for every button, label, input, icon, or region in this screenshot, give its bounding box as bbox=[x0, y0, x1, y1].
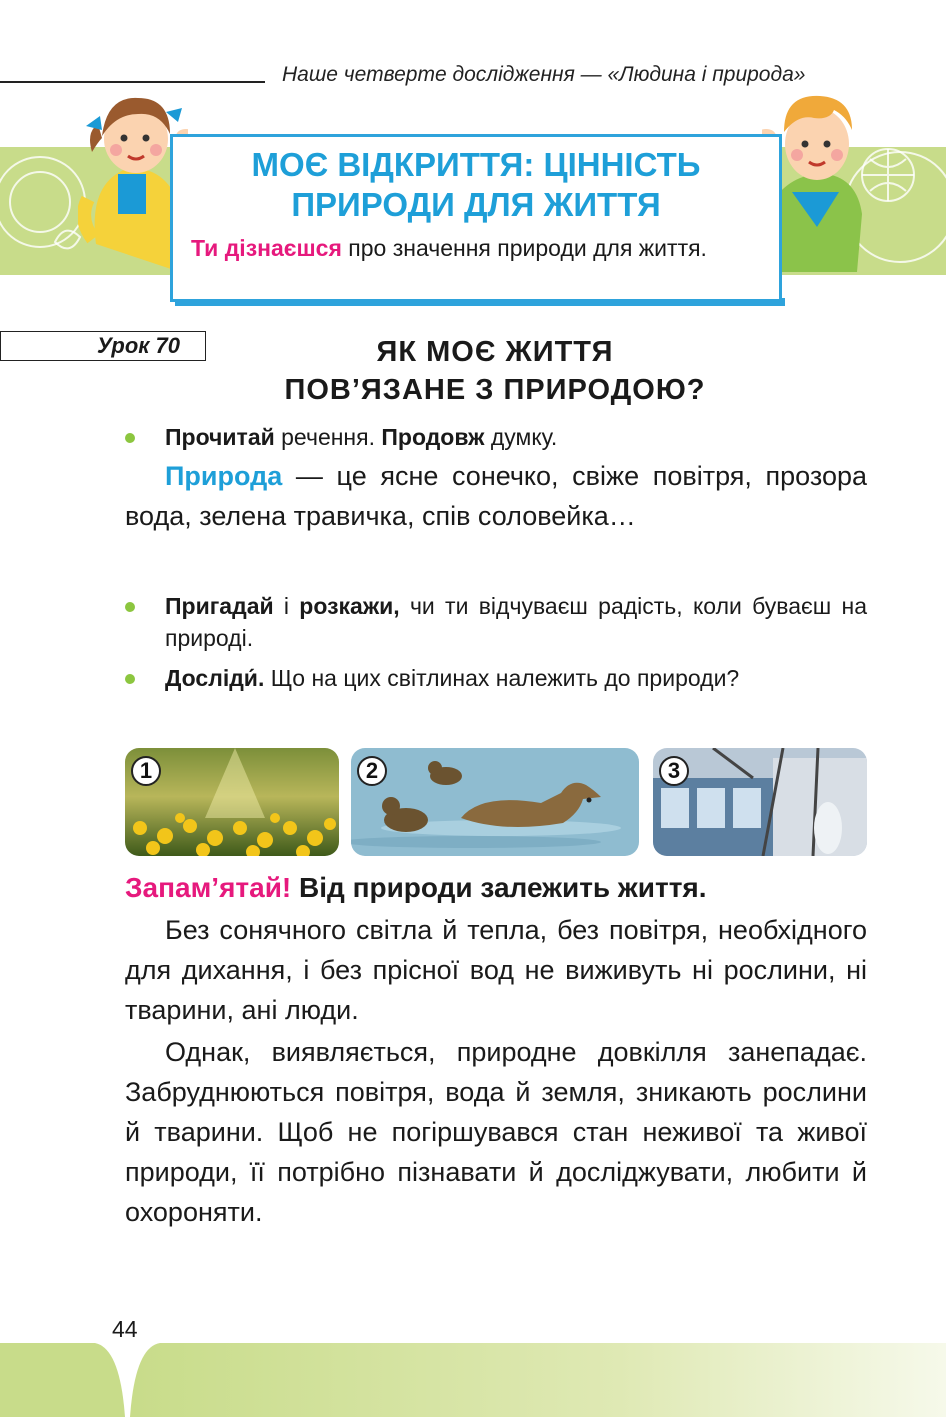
photo-number-badge: 1 bbox=[131, 756, 161, 786]
remember-lead: Запам’ятай! bbox=[125, 872, 292, 903]
topic-title bbox=[173, 145, 779, 225]
remember-text: Від природи залежить життя. bbox=[291, 872, 707, 903]
task-verb-continue: Продовж bbox=[381, 424, 485, 450]
bullet-icon bbox=[125, 433, 135, 443]
remember-rule bbox=[125, 868, 867, 908]
bullet-icon bbox=[125, 602, 135, 612]
header-rule bbox=[0, 81, 265, 83]
topic-goal bbox=[191, 231, 775, 265]
bullet-icon bbox=[125, 674, 135, 684]
task-text: Що на цих світлинах належить до природи? bbox=[264, 665, 740, 691]
topic-title-line2: ПРИРОДИ ДЛЯ ЖИТТЯ bbox=[291, 186, 661, 223]
lesson-title-line2: ПОВ’ЯЗАНЕ З ПРИРОДОЮ? bbox=[284, 374, 706, 406]
task-read bbox=[125, 421, 867, 453]
task-text: чи ти відчуваєш радість, коли буваєш на природі. bbox=[165, 593, 867, 651]
lesson-title-line1: ЯК МОЄ ЖИТТЯ bbox=[376, 336, 614, 368]
task-text: думку. bbox=[484, 424, 558, 450]
topic-box bbox=[170, 134, 782, 302]
photo-number-badge: 3 bbox=[659, 756, 689, 786]
running-title: Наше четверте дослідження — «Людина і природа» bbox=[282, 63, 806, 86]
task-verb-explore: Досліди́. bbox=[165, 665, 265, 691]
goal-lead: Ти дізнаєшся bbox=[191, 235, 342, 261]
photo-number-badge: 2 bbox=[357, 756, 387, 786]
page-number: 44 bbox=[112, 1316, 138, 1342]
task-recall bbox=[125, 590, 867, 654]
topic-title-line1: МОЄ ВІДКРИТТЯ: ЦІННІСТЬ bbox=[251, 146, 701, 183]
task-text: і bbox=[273, 593, 300, 619]
photo-city-tram bbox=[653, 748, 867, 856]
photo-meadow bbox=[125, 748, 339, 856]
term-nature: Природа bbox=[165, 461, 283, 491]
paragraph-life: Без сонячного світла й тепла, без повітря, необхідного для дихання, і без прісної вод не виживуть ні рослини, ні тварини, ані люди. bbox=[125, 915, 867, 1025]
task-verb-read: Прочитай bbox=[165, 424, 275, 450]
lesson-title bbox=[210, 333, 780, 409]
paragraph-nature-text: — це ясне сонечко, свіже повітря, прозора вода, зелена травичка, спів соловейка… bbox=[125, 461, 867, 531]
ducks-on-water-icon bbox=[351, 748, 639, 856]
photo-ducks bbox=[351, 748, 639, 856]
paragraph-nature bbox=[125, 456, 867, 536]
goal-text: про значення природи для життя. bbox=[341, 235, 707, 261]
task-verb-recall: Пригадай bbox=[165, 593, 274, 619]
task-verb-tell: розкажи, bbox=[299, 593, 400, 619]
paragraph-protect: Однак, виявляється, природне довкілля занепадає. Забруднюються повітря, вода й земля, зникають рослини й тварини. Щоб не погіршувався стан неживої та живої природи, її потрібно пізнавати й досліджувати, любити й охороняти. bbox=[125, 1037, 867, 1227]
footer-green-band bbox=[0, 1343, 946, 1417]
task-text: речення. bbox=[274, 424, 382, 450]
lesson-label: Урок 70 bbox=[0, 331, 206, 361]
task-explore bbox=[125, 662, 867, 694]
